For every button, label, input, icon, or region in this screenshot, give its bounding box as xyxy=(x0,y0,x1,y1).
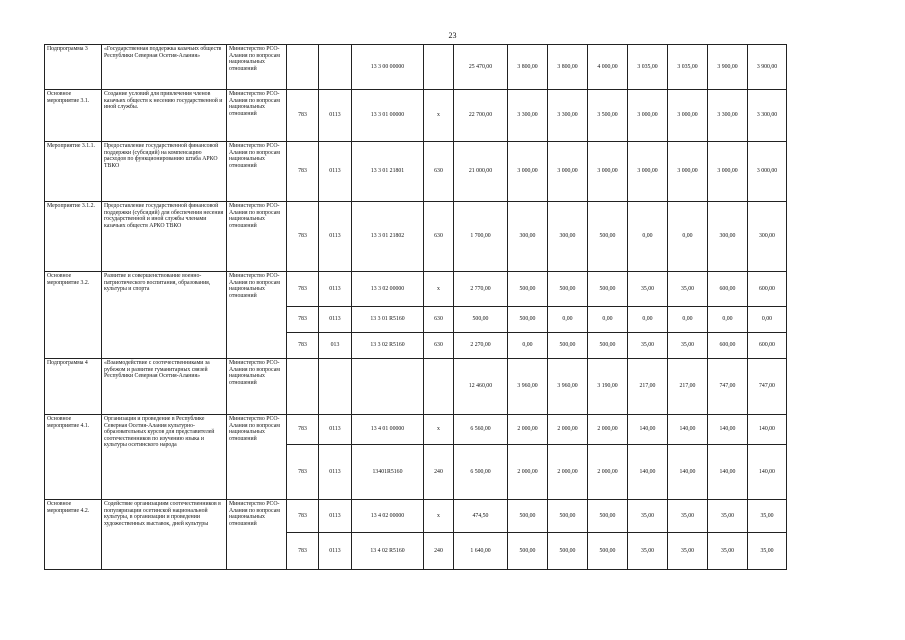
year-value-cell: 3 800,00 xyxy=(508,45,548,90)
year-value-cell: 500,00 xyxy=(588,533,628,570)
year-value-cell: 2 000,00 xyxy=(508,415,548,445)
year-value-cell: 35,00 xyxy=(748,500,787,533)
csr-cell: 13 3 01 R5160 xyxy=(352,307,424,333)
year-value-cell: 600,00 xyxy=(748,333,787,359)
description-cell: Организация и проведение в Республике Северная Осетия-Алания культурно-образовательных курсов для представителей соотечественников по изучению языка и культуры осетинского народа xyxy=(102,415,227,500)
name-cell: Подпрограмма 3 xyxy=(45,45,102,90)
table-row xyxy=(45,45,787,90)
vr-cell: 630 xyxy=(424,307,454,333)
year-value-cell: 140,00 xyxy=(668,415,708,445)
year-value-cell: 2 000,00 xyxy=(548,415,588,445)
total-cell: 2 270,00 xyxy=(454,333,508,359)
year-value-cell: 0,00 xyxy=(508,333,548,359)
grbs-cell: 783 xyxy=(287,333,319,359)
executor-cell: Министерство РСО-Алания по вопросам национальных отношений xyxy=(227,90,287,142)
year-value-cell: 500,00 xyxy=(508,272,548,307)
rzpr-cell xyxy=(319,359,352,415)
grbs-cell: 783 xyxy=(287,307,319,333)
table-row xyxy=(45,359,787,415)
year-value-cell: 3 900,00 xyxy=(708,45,748,90)
year-value-cell: 3 300,00 xyxy=(548,90,588,142)
year-value-cell: 500,00 xyxy=(548,500,588,533)
year-value-cell: 0,00 xyxy=(668,307,708,333)
year-value-cell: 3 300,00 xyxy=(508,90,548,142)
year-value-cell: 500,00 xyxy=(588,202,628,272)
description-cell: Содействие организациям соотечественников в популяризации осетинской национальной культуры, в организации и проведении художественных выставок, дней культуры xyxy=(102,500,227,570)
total-cell: 12 460,00 xyxy=(454,359,508,415)
grbs-cell: 783 xyxy=(287,272,319,307)
name-cell: Подпрограмма 4 xyxy=(45,359,102,415)
name-cell: Основное мероприятие 3.1. xyxy=(45,90,102,142)
year-value-cell: 2 000,00 xyxy=(588,445,628,500)
rzpr-cell: 0113 xyxy=(319,445,352,500)
year-value-cell: 35,00 xyxy=(628,272,668,307)
total-cell: 500,00 xyxy=(454,307,508,333)
rzpr-cell: 0113 xyxy=(319,415,352,445)
grbs-cell: 783 xyxy=(287,500,319,533)
year-value-cell: 3 300,00 xyxy=(708,90,748,142)
total-cell: 22 700,00 xyxy=(454,90,508,142)
vr-cell: х xyxy=(424,272,454,307)
year-value-cell: 140,00 xyxy=(708,445,748,500)
year-value-cell: 300,00 xyxy=(508,202,548,272)
description-cell: «Взаимодействие с соотечественниками за рубежом и развитие гуманитарных связей Республики Северная Осетия-Алания» xyxy=(102,359,227,415)
year-value-cell: 500,00 xyxy=(508,533,548,570)
total-cell: 25 470,00 xyxy=(454,45,508,90)
rzpr-cell: 0113 xyxy=(319,533,352,570)
name-cell: Мероприятие 3.1.1. xyxy=(45,142,102,202)
vr-cell: 240 xyxy=(424,445,454,500)
year-value-cell: 0,00 xyxy=(628,307,668,333)
table-row xyxy=(45,90,787,142)
year-value-cell: 140,00 xyxy=(628,445,668,500)
csr-cell: 13 4 01 00000 xyxy=(352,415,424,445)
total-cell: 6 500,00 xyxy=(454,445,508,500)
executor-cell: Министерство РСО-Алания по вопросам национальных отношений xyxy=(227,142,287,202)
total-cell: 21 000,00 xyxy=(454,142,508,202)
year-value-cell: 217,00 xyxy=(668,359,708,415)
year-value-cell: 300,00 xyxy=(548,202,588,272)
executor-cell: Министерство РСО-Алания по вопросам национальных отношений xyxy=(227,202,287,272)
grbs-cell: 783 xyxy=(287,142,319,202)
year-value-cell: 3 000,00 xyxy=(588,142,628,202)
year-value-cell: 3 035,00 xyxy=(668,45,708,90)
executor-cell: Министерство РСО-Алания по вопросам национальных отношений xyxy=(227,415,287,500)
grbs-cell: 783 xyxy=(287,415,319,445)
year-value-cell: 500,00 xyxy=(508,307,548,333)
year-value-cell: 3 000,00 xyxy=(668,90,708,142)
year-value-cell: 35,00 xyxy=(628,333,668,359)
rzpr-cell: 0113 xyxy=(319,90,352,142)
vr-cell: 630 xyxy=(424,333,454,359)
table-row xyxy=(45,202,787,272)
year-value-cell: 35,00 xyxy=(708,533,748,570)
csr-cell: 13 4 02 00000 xyxy=(352,500,424,533)
rzpr-cell: 013 xyxy=(319,333,352,359)
year-value-cell: 500,00 xyxy=(588,500,628,533)
year-value-cell: 3 000,00 xyxy=(668,142,708,202)
year-value-cell: 3 500,00 xyxy=(588,90,628,142)
csr-cell: 13 3 02 00000 xyxy=(352,272,424,307)
total-cell: 474,50 xyxy=(454,500,508,533)
rzpr-cell: 0113 xyxy=(319,500,352,533)
grbs-cell: 783 xyxy=(287,533,319,570)
year-value-cell: 2 000,00 xyxy=(548,445,588,500)
year-value-cell: 3 800,00 xyxy=(548,45,588,90)
rzpr-cell: 0113 xyxy=(319,142,352,202)
csr-cell: 13401R5160 xyxy=(352,445,424,500)
year-value-cell: 3 000,00 xyxy=(748,142,787,202)
description-cell: Предоставление государственной финансовой поддержки (субсидий) для обеспечения несения государственной и иной службы членами казачьих обществ АРКО ТВКО xyxy=(102,202,227,272)
year-value-cell: 3 900,00 xyxy=(748,45,787,90)
vr-cell: х xyxy=(424,500,454,533)
year-value-cell: 747,00 xyxy=(748,359,787,415)
csr-cell: 13 3 01 21802 xyxy=(352,202,424,272)
grbs-cell: 783 xyxy=(287,90,319,142)
vr-cell: х xyxy=(424,415,454,445)
rzpr-cell: 0113 xyxy=(319,272,352,307)
year-value-cell: 500,00 xyxy=(588,333,628,359)
year-value-cell: 0,00 xyxy=(548,307,588,333)
year-value-cell: 3 300,00 xyxy=(748,90,787,142)
year-value-cell: 500,00 xyxy=(548,333,588,359)
executor-cell: Министерство РСО-Алания по вопросам национальных отношений xyxy=(227,45,287,90)
year-value-cell: 35,00 xyxy=(748,533,787,570)
vr-cell xyxy=(424,45,454,90)
grbs-cell: 783 xyxy=(287,445,319,500)
name-cell: Основное мероприятие 4.2. xyxy=(45,500,102,570)
year-value-cell: 35,00 xyxy=(668,533,708,570)
vr-cell: х xyxy=(424,90,454,142)
csr-cell xyxy=(352,359,424,415)
grbs-cell xyxy=(287,359,319,415)
year-value-cell: 300,00 xyxy=(708,202,748,272)
year-value-cell: 3 190,00 xyxy=(588,359,628,415)
year-value-cell: 4 000,00 xyxy=(588,45,628,90)
year-value-cell: 600,00 xyxy=(708,272,748,307)
description-cell: Развитие и совершенствование военно-патриотического воспитания, образования, культуры и спорта xyxy=(102,272,227,359)
year-value-cell: 3 035,00 xyxy=(628,45,668,90)
year-value-cell: 140,00 xyxy=(708,415,748,445)
year-value-cell: 3 000,00 xyxy=(628,142,668,202)
year-value-cell: 35,00 xyxy=(628,533,668,570)
page-number: 23 xyxy=(448,31,457,40)
year-value-cell: 3 960,00 xyxy=(548,359,588,415)
vr-cell: 240 xyxy=(424,533,454,570)
year-value-cell: 500,00 xyxy=(548,533,588,570)
csr-cell: 13 3 01 00000 xyxy=(352,90,424,142)
description-cell: «Государственная поддержка казачьих обществ Республики Северная Осетия-Алания» xyxy=(102,45,227,90)
year-value-cell: 3 000,00 xyxy=(548,142,588,202)
table-row xyxy=(45,142,787,202)
name-cell: Мероприятие 3.1.2. xyxy=(45,202,102,272)
year-value-cell: 0,00 xyxy=(628,202,668,272)
rzpr-cell xyxy=(319,45,352,90)
year-value-cell: 35,00 xyxy=(668,333,708,359)
grbs-cell xyxy=(287,45,319,90)
year-value-cell: 35,00 xyxy=(668,272,708,307)
vr-cell: 630 xyxy=(424,202,454,272)
year-value-cell: 35,00 xyxy=(708,500,748,533)
year-value-cell: 3 000,00 xyxy=(628,90,668,142)
year-value-cell: 35,00 xyxy=(668,500,708,533)
year-value-cell: 140,00 xyxy=(748,445,787,500)
year-value-cell: 0,00 xyxy=(748,307,787,333)
year-value-cell: 3 000,00 xyxy=(708,142,748,202)
total-cell: 1 700,00 xyxy=(454,202,508,272)
year-value-cell: 500,00 xyxy=(508,500,548,533)
csr-cell: 13 4 02 R5160 xyxy=(352,533,424,570)
year-value-cell: 300,00 xyxy=(748,202,787,272)
budget-table xyxy=(44,44,787,570)
csr-cell: 13 3 01 21801 xyxy=(352,142,424,202)
year-value-cell: 3 960,00 xyxy=(508,359,548,415)
total-cell: 2 770,00 xyxy=(454,272,508,307)
rzpr-cell: 0113 xyxy=(319,307,352,333)
year-value-cell: 140,00 xyxy=(748,415,787,445)
table-row xyxy=(45,415,787,445)
year-value-cell: 3 000,00 xyxy=(508,142,548,202)
year-value-cell: 600,00 xyxy=(708,333,748,359)
csr-cell: 13 3 02 R5160 xyxy=(352,333,424,359)
description-cell: Создание условий для привлечения членов казачьих обществ к несению государственной и иной службы. xyxy=(102,90,227,142)
year-value-cell: 500,00 xyxy=(548,272,588,307)
table-row xyxy=(45,500,787,533)
year-value-cell: 747,00 xyxy=(708,359,748,415)
total-cell: 6 560,00 xyxy=(454,415,508,445)
table-row xyxy=(45,272,787,307)
year-value-cell: 140,00 xyxy=(628,415,668,445)
year-value-cell: 0,00 xyxy=(708,307,748,333)
executor-cell: Министерство РСО-Алания по вопросам национальных отношений xyxy=(227,500,287,570)
vr-cell xyxy=(424,359,454,415)
year-value-cell: 35,00 xyxy=(628,500,668,533)
year-value-cell: 500,00 xyxy=(588,272,628,307)
executor-cell: Министерство РСО-Алания по вопросам национальных отношений xyxy=(227,272,287,359)
name-cell: Основное мероприятие 3.2. xyxy=(45,272,102,359)
executor-cell: Министерство РСО-Алания по вопросам национальных отношений xyxy=(227,359,287,415)
total-cell: 1 640,00 xyxy=(454,533,508,570)
year-value-cell: 217,00 xyxy=(628,359,668,415)
year-value-cell: 2 000,00 xyxy=(588,415,628,445)
vr-cell: 630 xyxy=(424,142,454,202)
year-value-cell: 140,00 xyxy=(668,445,708,500)
name-cell: Основное мероприятие 4.1. xyxy=(45,415,102,500)
year-value-cell: 600,00 xyxy=(748,272,787,307)
csr-cell: 13 3 00 00000 xyxy=(352,45,424,90)
year-value-cell: 0,00 xyxy=(668,202,708,272)
grbs-cell: 783 xyxy=(287,202,319,272)
year-value-cell: 2 000,00 xyxy=(508,445,548,500)
description-cell: Предоставление государственной финансовой поддержки (субсидий) на компенсацию расходов по функционированию штаба АРКО ТВКО xyxy=(102,142,227,202)
year-value-cell: 0,00 xyxy=(588,307,628,333)
rzpr-cell: 0113 xyxy=(319,202,352,272)
